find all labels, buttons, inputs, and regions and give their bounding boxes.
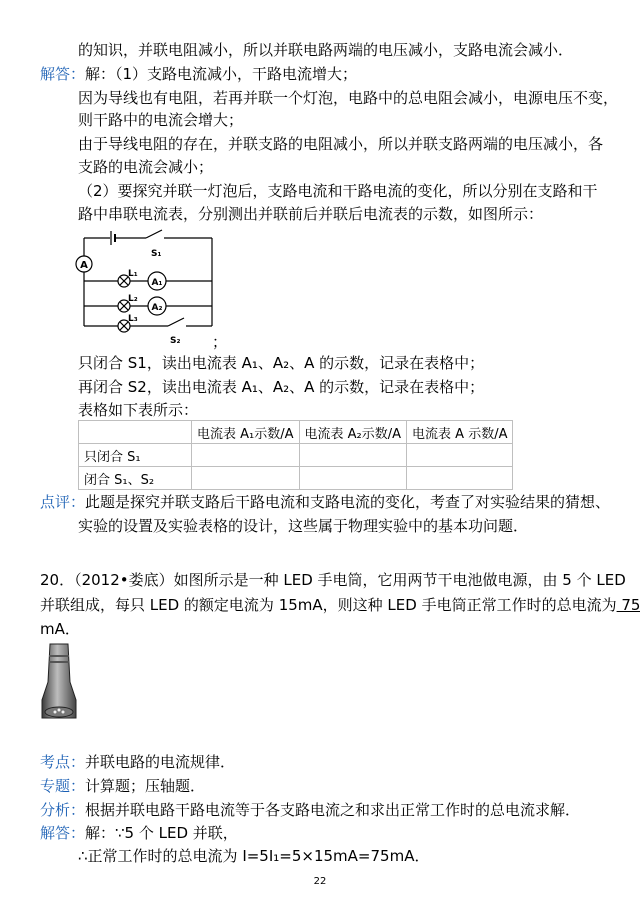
table-header-cell [79, 421, 192, 444]
lamp-l1-label: L₁ [128, 269, 138, 279]
table-cell [407, 444, 513, 467]
comment-line-1 [40, 492, 610, 512]
kaodian-label: 考点： [40, 753, 86, 771]
answer-label: 解答： [40, 65, 86, 83]
answer-line-1 [40, 64, 357, 84]
led-flashlight-image [34, 642, 84, 722]
question-20-line-3: mA． [40, 620, 80, 638]
page-number: 22 [313, 876, 327, 887]
text-line-3: 因为导线也有电阻，若再并联一个灯泡，电路中的总电阻会减小，电源电压不变， [78, 89, 619, 107]
question-20-text: 并联组成，每只 LED 的额定电流为 15mA，则这种 LED 手电筒正常工作时的总电流为 [40, 596, 617, 614]
text-line-5: 由于导线电阻的存在，并联支路的电阻减小，所以并联支路两端的电压减小，各 [78, 135, 604, 153]
answer-text: 解：（1）支路电流减小，干路电流增大； [85, 65, 358, 83]
fenxi-line [40, 800, 580, 820]
comment-line-2: 实验的设置及实验表格的设计，这些属于物理实验中的基本功问题． [78, 517, 529, 535]
table-cell: 只闭合 S₁ [79, 444, 192, 467]
jieda-line-2: ∴正常工作时的总电流为 I=5I₁=5×15mA=75mA． [78, 847, 430, 865]
switch-s1-label: S₁ [151, 249, 162, 259]
text-line-4: 则干路中的电流会增大； [78, 111, 244, 129]
table-header-row [79, 421, 513, 444]
figure-semicolon: ； [212, 333, 228, 351]
question-20-answer: 75 [616, 596, 640, 614]
comment-text-1: 此题是探究并联支路后干路电流和支路电流的变化，考查了对实验结果的猜想、 [85, 493, 611, 511]
fenxi-label: 分析： [40, 801, 86, 819]
kaodian-text: 并联电路的电流规律． [85, 753, 236, 771]
table-cell [299, 444, 407, 467]
text-line-10: 再闭合 S2，读出电流表 A₁、A₂、A 的示数，记录在表格中； [78, 378, 485, 396]
table-cell [407, 467, 513, 490]
jieda-text-1: 解：∵5 个 LED 并联， [85, 824, 238, 842]
kaodian-line [40, 752, 235, 772]
ammeter-a-label: A [80, 260, 88, 271]
jieda-line-1 [40, 823, 238, 843]
table-cell: 闭合 S₁、S₂ [79, 467, 192, 490]
text-line-6: 支路的电流会减小； [78, 158, 214, 176]
zhuanti-line [40, 776, 205, 796]
switch-s1-blade [146, 230, 162, 238]
text-line-9: 只闭合 S1，读出电流表 A₁、A₂、A 的示数，记录在表格中； [78, 354, 485, 372]
text-line-8: 路中串联电流表，分别测出并联前后并联后电流表的示数，如图所示： [78, 205, 544, 223]
results-table [78, 420, 513, 490]
zhuanti-text: 计算题；压轴题． [85, 777, 206, 795]
ammeter-a2-label: A₂ [151, 303, 163, 313]
comment-label: 点评： [40, 493, 86, 511]
text-line-1: 的知识，并联电阻减小，所以并联电路两端的电压减小，支路电流会减小． [78, 41, 574, 59]
lamp-l2-label: L₂ [128, 294, 138, 304]
question-20-line-1: 20．（2012•娄底）如图所示是一种 LED 手电筒，它用两节干电池做电源，由 5 个 LED [40, 571, 626, 589]
circuit-diagram [74, 226, 224, 351]
jieda-label: 解答： [40, 824, 86, 842]
table-row [79, 444, 513, 467]
table-header-cell: 电流表 A₂示数/A [299, 421, 407, 444]
table-header-cell: 电流表 A₁示数/A [192, 421, 300, 444]
table-row [79, 467, 513, 490]
switch-s2-blade [168, 318, 184, 326]
zhuanti-label: 专题： [40, 777, 86, 795]
fenxi-text: 根据并联电路干路电流等于各支路电流之和求出正常工作时的总电流求解． [85, 801, 581, 819]
text-line-7: （2）要探究并联一灯泡后，支路电流和干路电流的变化，所以分别在支路和干 [78, 182, 598, 200]
table-cell [192, 467, 300, 490]
ammeter-a1-label: A₁ [151, 278, 163, 288]
table-cell [192, 444, 300, 467]
question-20-line-2 [40, 595, 640, 615]
table-cell [299, 467, 407, 490]
table-header-cell: 电流表 A 示数/A [407, 421, 513, 444]
switch-s2-label: S₂ [170, 336, 181, 346]
text-line-11: 表格如下表所示： [78, 401, 199, 419]
lamp-l3-label: L₃ [128, 314, 138, 324]
